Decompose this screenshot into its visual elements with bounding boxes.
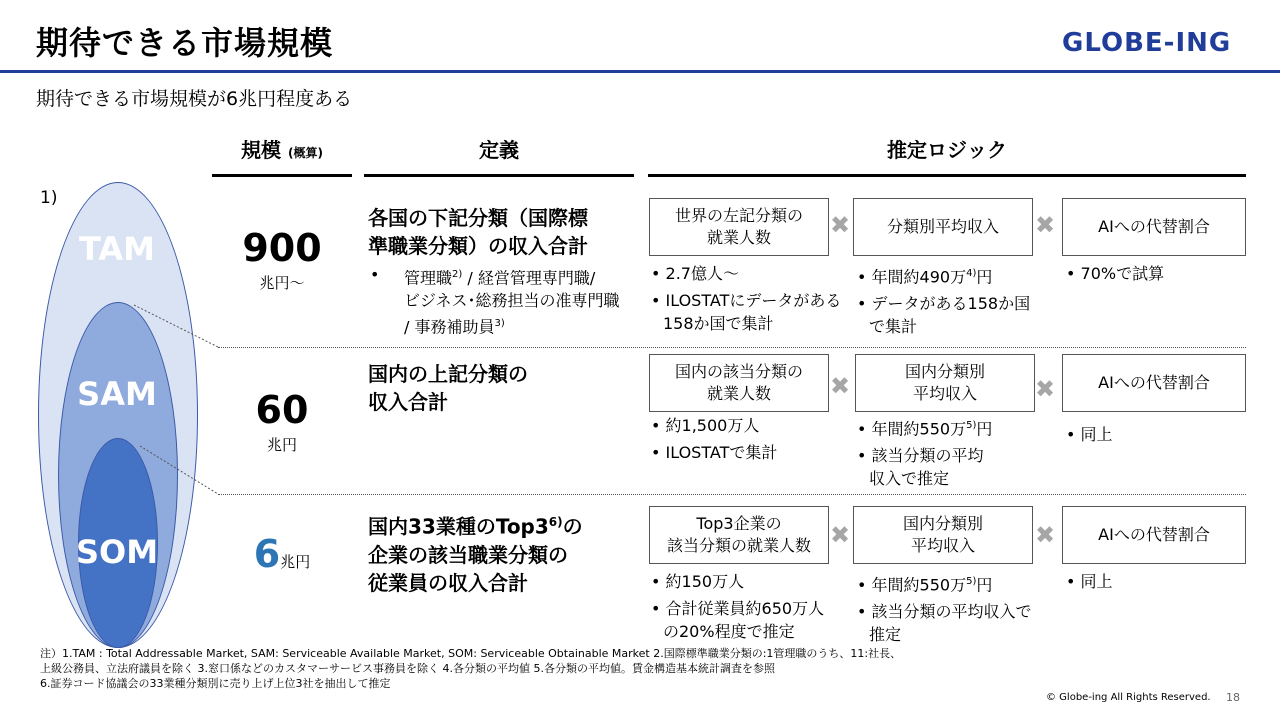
column-header-scale-label: 規模 bbox=[241, 138, 282, 162]
multiply-icon: ✖ bbox=[1035, 211, 1056, 239]
multiply-icon: ✖ bbox=[830, 521, 851, 549]
sam-box-income-line2: 平均収入 bbox=[912, 384, 977, 403]
som-logic-mid-2b: 推定 bbox=[869, 625, 902, 645]
tam-unit: 兆円〜 bbox=[259, 274, 305, 292]
tam-logic-mid-1sup: 4) bbox=[966, 268, 977, 279]
footnotes bbox=[40, 646, 901, 691]
footnote-line2: 上級公務員、立法府議員を除く 3.窓口係などのカスタマーサービス事務員を除く 4.各分類の平均値 5.各分類の平均値。賃金構造基本統計調査を参照 bbox=[40, 662, 775, 675]
sam-logic-right-1: • 同上 bbox=[1066, 425, 1113, 444]
tam-box-workers-line2: 就業人数 bbox=[706, 228, 771, 247]
tam-definition bbox=[368, 204, 643, 260]
tam-bullet-sup: 2) bbox=[452, 269, 463, 280]
tam-bullet-marker: • bbox=[370, 265, 380, 284]
tam-box-ai-rate bbox=[1062, 198, 1246, 256]
som-box-workers-line2: 該当分類の就業人数 bbox=[666, 536, 811, 555]
som-unit: 兆円 bbox=[280, 553, 311, 571]
sam-def-line2: 収入合計 bbox=[368, 390, 448, 414]
som-label: SOM bbox=[75, 533, 159, 571]
tam-box-workers bbox=[649, 198, 829, 256]
tam-logic-left-2b: 158か国で集計 bbox=[663, 314, 774, 333]
multiply-icon: ✖ bbox=[830, 211, 851, 239]
som-box-workers-line1: Top3企業の bbox=[696, 514, 782, 533]
sam-logic-mid-1a: • 年間約550万 bbox=[857, 419, 967, 439]
som-logic-right bbox=[1066, 570, 1246, 593]
som-logic-left-2b: の20%程度で推定 bbox=[663, 622, 795, 641]
tam-bullet-text-a: 管理職 bbox=[404, 268, 453, 288]
tam-label: TAM bbox=[79, 230, 155, 268]
page-title: 期待できる市場規模 bbox=[36, 24, 334, 62]
som-logic-mid-2a: • 該当分類の平均収入で bbox=[857, 602, 1032, 622]
tam-def-line1: 各国の下記分類（国際標 bbox=[368, 206, 588, 230]
tam-logic-mid-2b: で集計 bbox=[869, 317, 918, 337]
som-logic-mid bbox=[857, 570, 1057, 646]
sam-logic-mid-1b: 円 bbox=[976, 419, 993, 439]
tam-logic-right-1: • 70%で試算 bbox=[1066, 264, 1165, 283]
sam-unit: 兆円 bbox=[266, 436, 297, 454]
connector-som bbox=[140, 446, 218, 494]
sam-logic-left-1: • 約1,500万人 bbox=[651, 416, 760, 435]
som-def-line3: 従業員の収入合計 bbox=[368, 570, 528, 595]
som-def-sup: 6) bbox=[548, 515, 563, 529]
column-header-definition: 定義 bbox=[479, 138, 519, 162]
som-def-line1b: の bbox=[562, 514, 583, 539]
sam-logic-mid-2b: 収入で推定 bbox=[869, 469, 950, 489]
sam-definition bbox=[368, 360, 643, 416]
sam-logic-mid-1sup: 5) bbox=[966, 420, 977, 431]
tam-box-workers-line1: 世界の左記分類の bbox=[674, 206, 803, 225]
som-logic-mid-1sup: 5) bbox=[966, 576, 977, 587]
tam-value: 900 bbox=[242, 226, 322, 270]
tam-logic-mid-1b: 円 bbox=[976, 267, 993, 287]
row-divider-2 bbox=[218, 494, 1246, 495]
sam-box-ai-rate-label: AIへの代替割合 bbox=[1098, 373, 1210, 392]
multiply-icon: ✖ bbox=[1035, 375, 1056, 403]
tam-logic-left bbox=[651, 262, 851, 335]
tam-logic-left-2a: • ILOSTATにデータがある bbox=[651, 291, 842, 310]
som-box-workers bbox=[649, 506, 829, 564]
tam-box-ai-rate-label: AIへの代替割合 bbox=[1098, 217, 1210, 236]
column-header-scale-note: (概算) bbox=[287, 146, 323, 160]
diagram-note: 1) bbox=[40, 188, 58, 208]
sam-box-workers-line2: 就業人数 bbox=[706, 384, 771, 403]
footnote-line1: 注）1.TAM : Total Addressable Market, SAM: Serviceable Available Market, SOM: Serviceable Obtainable Market 2.国際標準職業分類の:1管理職のうち、11:社長、 bbox=[40, 647, 902, 660]
tam-box-income bbox=[853, 198, 1033, 256]
som-logic-left-2a: • 合計従業員約650万人 bbox=[651, 599, 825, 618]
som-box-income bbox=[853, 506, 1033, 564]
som-def-line1a: 国内33業種のTop3 bbox=[368, 514, 549, 539]
brand-logo: GLOBE-ING bbox=[1062, 28, 1232, 58]
sam-box-income bbox=[855, 354, 1035, 412]
som-logic-mid-1b: 円 bbox=[976, 575, 993, 595]
tam-bullet-line2: ビジネス･総務担当の准専門職 bbox=[404, 291, 620, 311]
sam-logic-mid-2a: • 該当分類の平均 bbox=[857, 446, 984, 466]
som-box-ai-rate bbox=[1062, 506, 1246, 564]
sam-box-workers bbox=[649, 354, 829, 412]
tam-logic-mid-1a: • 年間約490万 bbox=[857, 267, 967, 287]
footnote-line3: 6.証券コード協議会の33業種分類別に売り上げ上位3社を抽出して推定 bbox=[40, 677, 391, 690]
tam-box-income-label: 分類別平均収入 bbox=[886, 217, 999, 236]
tam-logic-left-1: • 2.7億人〜 bbox=[651, 264, 739, 283]
som-box-income-line1: 国内分類別 bbox=[902, 514, 983, 533]
multiply-icon: ✖ bbox=[1035, 521, 1056, 549]
som-value: 6 bbox=[253, 532, 281, 576]
sam-label: SAM bbox=[77, 375, 157, 413]
sam-box-income-line1: 国内分類別 bbox=[904, 362, 985, 381]
som-logic-left bbox=[651, 570, 851, 643]
sam-logic-mid bbox=[857, 414, 1057, 490]
row-divider-1 bbox=[218, 347, 1246, 348]
sam-def-line1: 国内の上記分類の bbox=[368, 362, 528, 386]
sam-box-ai-rate bbox=[1062, 354, 1246, 412]
som-box-ai-rate-label: AIへの代替割合 bbox=[1098, 525, 1210, 544]
page-subtitle: 期待できる市場規模が6兆円程度ある bbox=[36, 88, 353, 110]
tam-def-bullets bbox=[368, 263, 644, 339]
som-def-line2: 企業の該当職業分類の bbox=[368, 542, 568, 567]
tam-bullet-text-b: / 経営管理専門職/ bbox=[462, 268, 596, 288]
tam-bullet-line3: / 事務補助員 bbox=[404, 317, 495, 337]
tam-logic-mid bbox=[857, 262, 1057, 338]
som-box-income-line2: 平均収入 bbox=[910, 536, 975, 555]
tam-logic-mid-2a: • データがある158か国 bbox=[857, 294, 1031, 314]
sam-logic-right bbox=[1066, 423, 1246, 446]
column-header-logic: 推定ロジック bbox=[887, 138, 1007, 162]
sam-box-workers-line1: 国内の該当分類の bbox=[674, 362, 803, 381]
som-logic-mid-1a: • 年間約550万 bbox=[857, 575, 967, 595]
tam-logic-right bbox=[1066, 262, 1246, 285]
som-logic-right-1: • 同上 bbox=[1066, 572, 1113, 591]
som-logic-left-1: • 約150万人 bbox=[651, 572, 745, 591]
multiply-icon: ✖ bbox=[830, 372, 851, 400]
tam-bullet-sup2: 3) bbox=[494, 318, 505, 330]
sam-value: 60 bbox=[255, 388, 309, 432]
copyright: © Globe-ing All Rights Reserved. bbox=[1046, 692, 1211, 703]
tam-def-line2: 準職業分類）の収入合計 bbox=[368, 234, 588, 258]
connector-sam bbox=[134, 305, 218, 347]
som-value-group bbox=[212, 532, 352, 576]
som-definition bbox=[368, 508, 643, 597]
sam-logic-left bbox=[651, 414, 851, 464]
sam-logic-left-2: • ILOSTATで集計 bbox=[651, 443, 778, 462]
page-number: 18 bbox=[1226, 691, 1240, 704]
